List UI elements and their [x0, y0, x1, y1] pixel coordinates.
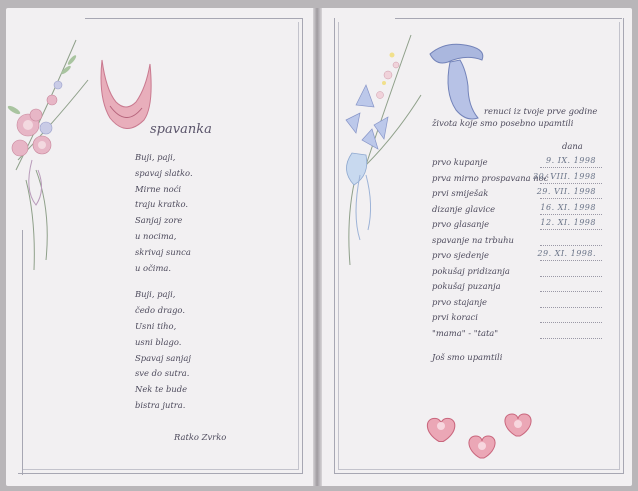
right-top-line — [395, 18, 622, 19]
left-top-line — [85, 18, 302, 19]
date-column-header: dana — [562, 141, 583, 151]
milestone-date: 29. VII. 1998 — [536, 187, 596, 196]
milestone-label: pokušaj puzanja — [432, 281, 501, 291]
date-line — [540, 307, 602, 308]
milestones-heading — [432, 105, 612, 129]
list-item — [432, 266, 602, 282]
poem-line: Usni tiho, — [135, 320, 177, 331]
flower-bouquet-right — [326, 25, 426, 275]
list-item — [432, 157, 602, 173]
date-line — [540, 229, 602, 230]
list-item — [432, 219, 602, 235]
book-spine — [313, 8, 322, 486]
milestone-label: prvo kupanje — [432, 157, 488, 167]
milestone-label: prva mirno prospavana noć — [432, 172, 549, 183]
milestone-date: 12. XI. 1998 — [540, 218, 596, 227]
milestone-date: 29. XI. 1998. — [537, 249, 596, 258]
poem-line: spavaj slatko. — [135, 167, 193, 178]
date-line — [540, 214, 602, 215]
heading-line-1: renuci iz tvoje prve godine — [484, 106, 598, 116]
poem-line: bistra jutra. — [135, 399, 186, 410]
poem-line: Buji, paji, — [135, 152, 176, 162]
poem-line: čedo drago. — [135, 305, 185, 316]
list-item — [432, 235, 602, 251]
milestones-list — [432, 157, 602, 343]
milestone-label: prvo stajanje — [432, 296, 487, 307]
poem-line: traju kratko. — [135, 199, 189, 210]
date-line — [540, 338, 602, 339]
date-line — [540, 276, 602, 277]
list-item — [432, 281, 602, 297]
poem-line: Sanjaj zore — [135, 215, 183, 226]
date-line — [540, 183, 602, 184]
date-line — [540, 322, 602, 323]
poem-line: Spavaj sanjaj — [135, 352, 191, 363]
poem-line: usni blago. — [135, 336, 182, 347]
milestone-label: prvo sjedenje — [432, 250, 489, 260]
list-item — [432, 297, 602, 313]
milestone-label: spavanje na trbuhu — [432, 234, 514, 245]
date-line — [540, 245, 602, 246]
date-line — [540, 167, 602, 168]
heading-line-2: života koje smo posebno upamtili — [432, 118, 574, 128]
poem-line: Mirne noći — [135, 183, 182, 194]
poem-line: u očima. — [135, 262, 172, 273]
also-remembered-label: Još smo upamtili — [432, 352, 503, 362]
poem-line: sve do sutra. — [135, 368, 190, 379]
milestone-date: 16. XI. 1998 — [540, 202, 596, 212]
milestone-label: "mama" - "tata" — [432, 327, 499, 338]
poem-author: Ratko Zvrko — [174, 432, 227, 442]
list-item — [432, 312, 602, 328]
poem-line: Nek te bude — [135, 384, 188, 395]
milestone-label: prvi koraci — [432, 312, 478, 322]
milestone-date: 30. VIII. 1998 — [533, 171, 596, 181]
poem-line: Buji, paji, — [135, 289, 176, 300]
date-line — [540, 260, 602, 261]
poem-line: u nocima, — [135, 230, 177, 241]
hearts-decoration-icon — [420, 408, 540, 472]
list-item — [432, 328, 602, 344]
date-line — [540, 291, 602, 292]
milestone-date: 9. IX. 1998 — [546, 156, 596, 165]
poem-text — [135, 150, 193, 414]
list-item — [432, 173, 602, 189]
poem-title-word: spavanka — [150, 122, 212, 137]
milestone-label: dizanje glavice — [432, 203, 496, 214]
milestone-label: prvi smiješak — [432, 188, 489, 198]
date-line — [540, 198, 602, 199]
milestone-label: prvo glasanje — [432, 219, 490, 229]
flower-bouquet-left — [6, 20, 96, 270]
list-item — [432, 188, 602, 204]
list-item — [432, 250, 602, 266]
ornamental-initial-u-icon — [96, 58, 156, 136]
poem-line: skrivaj sunca — [135, 246, 191, 257]
milestone-label: pokušaj pridizanja — [432, 265, 510, 276]
list-item — [432, 204, 602, 220]
